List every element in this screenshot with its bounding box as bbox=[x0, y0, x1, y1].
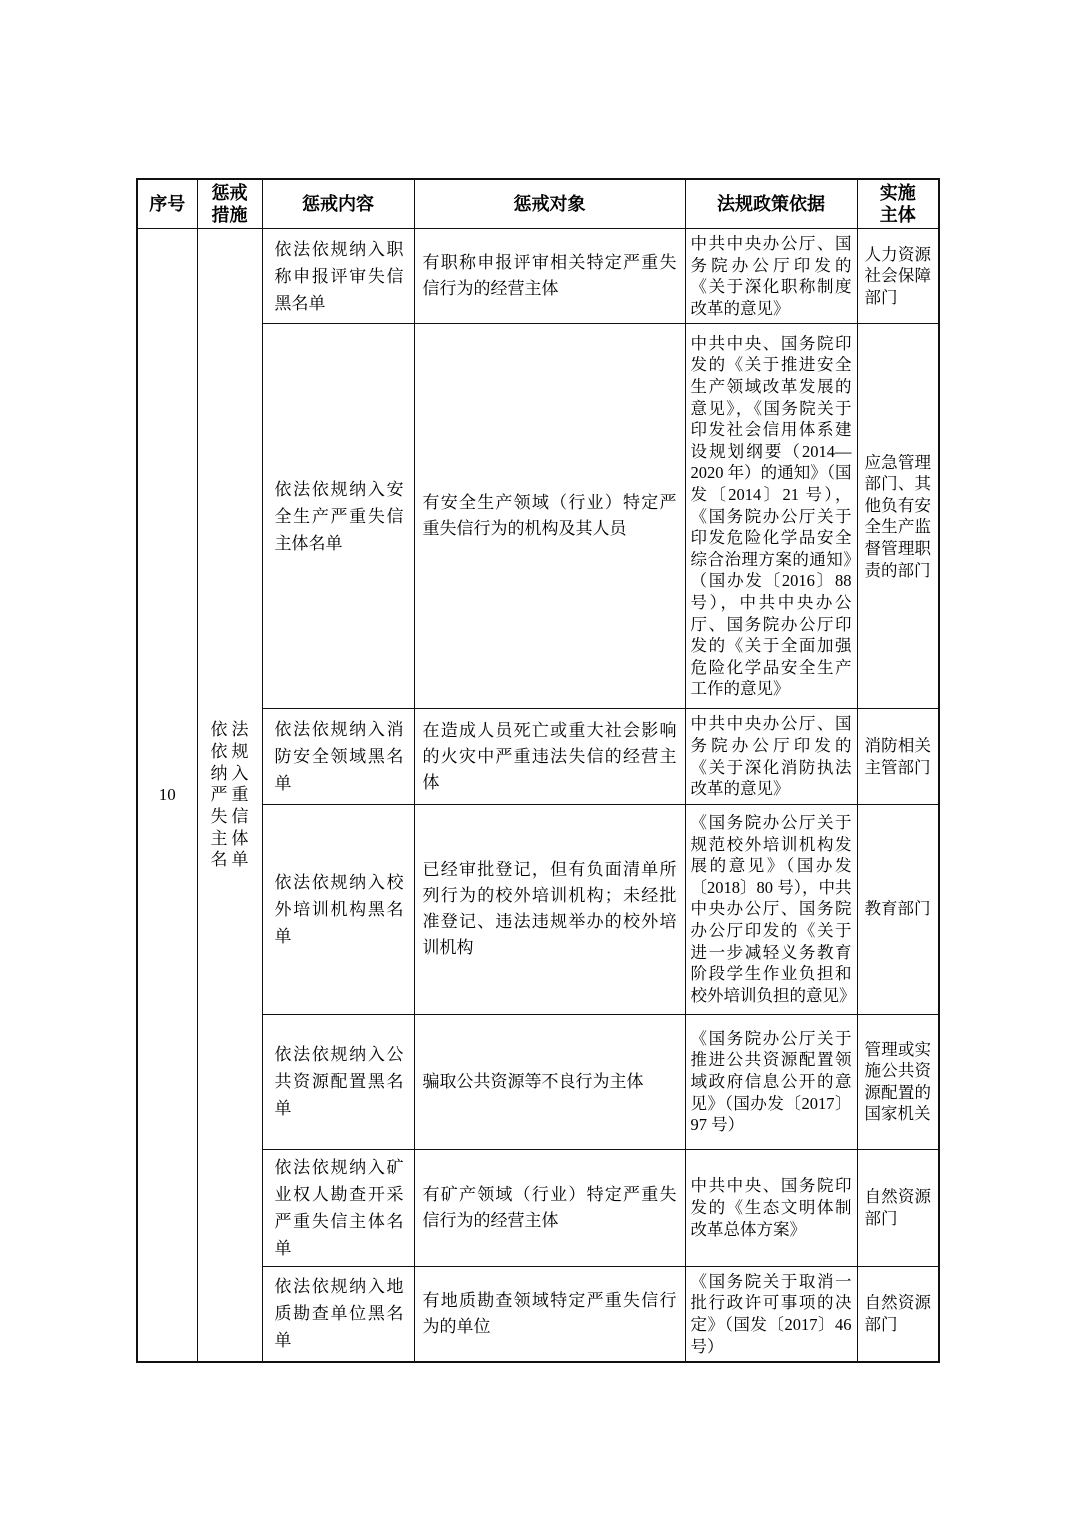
basis-cell: 中共中央、国务院印发的《生态文明体制改革总体方案》 bbox=[685, 1149, 857, 1266]
basis-cell: 《国务院关于取消一批行政许可事项的决定》（国发〔2017〕46 号） bbox=[685, 1266, 857, 1362]
implementer-cell: 自然资源部门 bbox=[857, 1149, 939, 1266]
target-cell: 有安全生产领域（行业）特定严重失信行为的机构及其人员 bbox=[414, 324, 685, 709]
header-content: 惩戒内容 bbox=[262, 179, 414, 229]
target-cell: 在造成人员死亡或重大社会影响的火灾中严重违法失信的经营主体 bbox=[414, 709, 685, 804]
content-cell: 依法依规纳入安全生产严重失信主体名单 bbox=[262, 324, 414, 709]
basis-cell: 《国务院办公厅关于规范校外培训机构发展的意见》（国办发〔2018〕80 号），中共中央办公厅、国务院办公厅印发的《关于进一步减轻义务教育阶段学生作业负担和校外培训负担的意见》 bbox=[685, 804, 857, 1014]
header-target: 惩戒对象 bbox=[414, 179, 685, 229]
content-cell: 依法依规纳入地质勘查单位黑名单 bbox=[262, 1266, 414, 1362]
content-cell: 依法依规纳入职称申报评审失信黑名单 bbox=[262, 229, 414, 324]
content-cell: 依法依规纳入校外培训机构黑名单 bbox=[262, 804, 414, 1014]
header-implementer: 实施主体 bbox=[857, 179, 939, 229]
content-cell: 依法依规纳入矿业权人勘查开采严重失信主体名单 bbox=[262, 1149, 414, 1266]
measure-cell bbox=[197, 229, 262, 1363]
target-cell: 有地质勘查领域特定严重失信行为的单位 bbox=[414, 1266, 685, 1362]
implementer-cell: 应急管理部门、其他负有安全生产监督管理职责的部门 bbox=[857, 324, 939, 709]
implementer-cell: 消防相关主管部门 bbox=[857, 709, 939, 804]
basis-cell: 《国务院办公厅关于推进公共资源配置领域政府信息公开的意见》（国办发〔2017〕97 号） bbox=[685, 1014, 857, 1149]
implementer-cell: 人力资源社会保障部门 bbox=[857, 229, 939, 324]
serial-number-cell: 10 bbox=[137, 229, 197, 1363]
header-serial-number: 序号 bbox=[137, 179, 197, 229]
measure-text: 依法依规纳入严重失信主体名单 bbox=[210, 720, 249, 870]
header-measure: 惩戒措施 bbox=[197, 179, 262, 229]
implementer-cell: 自然资源部门 bbox=[857, 1266, 939, 1362]
basis-cell: 中共中央、国务院印发的《关于推进安全生产领域改革发展的意见》，《国务院关于印发社会信用体系建设规划纲要（2014—2020 年）的通知》（国发〔2014〕21 号），《国务院办公厅关于印发危险化学品安全综合治理方案的通知》（国办发〔2016〕88 号），中共中央办公厅、国务院办公厅印发的《关于全面加强危险化学品安全生产工作的意见》 bbox=[685, 324, 857, 709]
header-basis: 法规政策依据 bbox=[685, 179, 857, 229]
table-header-row bbox=[137, 179, 939, 229]
target-cell: 骗取公共资源等不良行为主体 bbox=[414, 1014, 685, 1149]
target-cell: 有职称申报评审相关特定严重失信行为的经营主体 bbox=[414, 229, 685, 324]
basis-cell: 中共中央办公厅、国务院办公厅印发的《关于深化职称制度改革的意见》 bbox=[685, 229, 857, 324]
content-cell: 依法依规纳入公共资源配置黑名单 bbox=[262, 1014, 414, 1149]
content-cell: 依法依规纳入消防安全领域黑名单 bbox=[262, 709, 414, 804]
implementer-cell: 教育部门 bbox=[857, 804, 939, 1014]
punishment-measures-table bbox=[136, 178, 940, 1363]
implementer-cell: 管理或实施公共资源配置的国家机关 bbox=[857, 1014, 939, 1149]
target-cell: 已经审批登记，但有负面清单所列行为的校外培训机构；未经批准登记、违法违规举办的校外培训机构 bbox=[414, 804, 685, 1014]
basis-cell: 中共中央办公厅、国务院办公厅印发的《关于深化消防执法改革的意见》 bbox=[685, 709, 857, 804]
target-cell: 有矿产领域（行业）特定严重失信行为的经营主体 bbox=[414, 1149, 685, 1266]
table-row bbox=[137, 229, 939, 324]
